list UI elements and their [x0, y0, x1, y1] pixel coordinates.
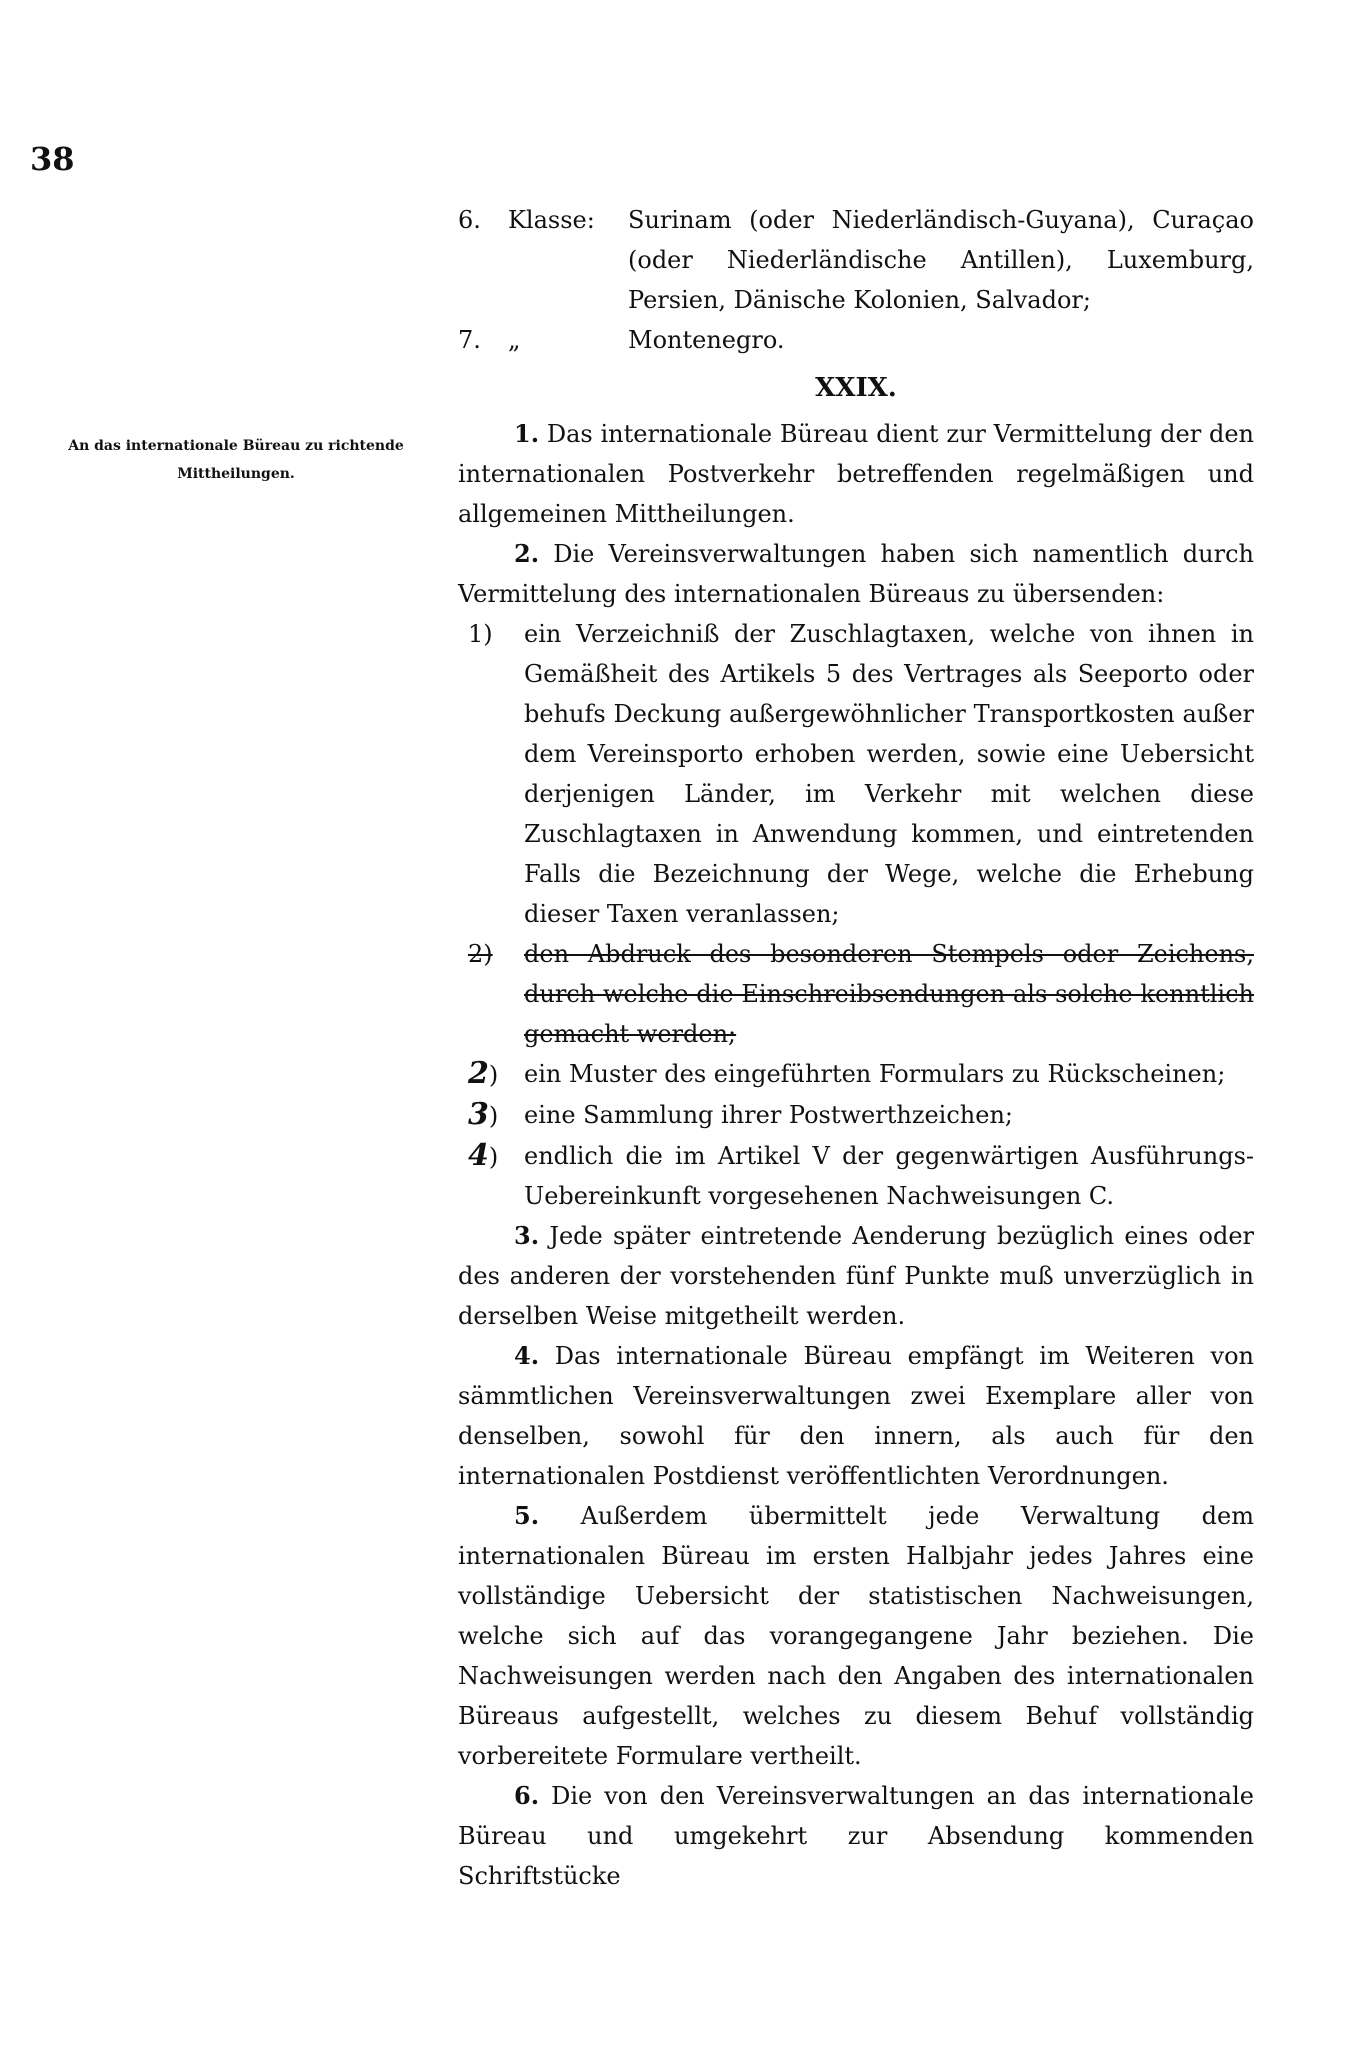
- paragraph-3: [458, 1216, 1254, 1336]
- item-text: ein Verzeichniß der Zuschlagtaxen, welche von ihnen in Gemäßheit des Artikels 5 des Vertrages als Seeporto oder behufs Deckung außergewöhnlicher Transportkosten außer dem Vereinsporto erhoben werden, sowie eine Uebersicht derjenigen Länder, im Verkehr mit welchen diese Zuschlagtaxen in Anwendung kommen, und eintretenden Falls die Bezeichnung der Wege, welche die Erhebung dieser Taxen veranlassen;: [524, 620, 1254, 928]
- page-number: 38: [30, 140, 75, 178]
- paragraph-2: [458, 534, 1254, 614]
- item-text: eine Sammlung ihrer Postwerthzeichen;: [524, 1101, 1013, 1129]
- main-text: [458, 200, 1254, 1896]
- paragraph-text: Die Vereinsverwaltungen haben sich namentlich durch Vermittelung des internationalen Büreaus zu übersenden:: [458, 540, 1254, 608]
- handwritten-correction: 3: [468, 1097, 489, 1132]
- class-countries: Surinam (oder Niederländisch-Guyana), Curaçao (oder Niederländische Antillen), Luxemburg, Persien, Dänische Kolonien, Salvador;: [628, 206, 1254, 314]
- handwritten-correction: 2: [468, 1056, 489, 1091]
- list-item: [468, 614, 1254, 934]
- class-countries: Montenegro.: [628, 326, 785, 354]
- class-label: Klasse:: [508, 206, 595, 234]
- class-number: 6.: [458, 206, 481, 234]
- item-text: endlich die im Artikel V der gegenwärtigen Ausführungs-Uebereinkunft vorgesehenen Nachweisungen C.: [524, 1142, 1254, 1210]
- paragraph-4: [458, 1336, 1254, 1496]
- list-item: [468, 1136, 1254, 1216]
- handwritten-correction: 4: [468, 1138, 489, 1173]
- paragraph-number: 4.: [514, 1341, 540, 1370]
- margin-note: An das internationale Büreau zu richtende Mittheilungen.: [68, 438, 404, 482]
- item-text-struck: den Abdruck des besonderen Stempels oder Zeichens, durch welche die Einschreibsendungen als solche kenntlich gemacht werden;: [524, 940, 1254, 1048]
- list-item-struck: [468, 934, 1254, 1054]
- paragraph-text: Das internationale Büreau dient zur Vermittelung der den internationalen Postverkehr betreffenden regelmäßigen und allgemeinen Mittheilungen.: [458, 420, 1254, 528]
- item-marker: 4): [468, 1138, 499, 1173]
- item-marker: 1): [468, 620, 493, 648]
- paragraph-text: Das internationale Büreau empfängt im Weiteren von sämmtlichen Vereinsverwaltungen zwei Exemplare aller von denselben, sowohl für den innern, als auch für den internationalen Postdienst veröffentlichten Verordnungen.: [458, 1342, 1254, 1490]
- section-heading: XXIX.: [815, 373, 897, 403]
- paragraph-number: 1.: [514, 419, 540, 448]
- paragraph-number: 3.: [514, 1221, 540, 1250]
- list-item: [468, 1054, 1254, 1095]
- paragraph-6: [458, 1776, 1254, 1896]
- item-marker: 2): [468, 940, 493, 968]
- paragraph-text: Die von den Vereinsverwaltungen an das internationale Büreau und umgekehrt zur Absendung kommenden Schriftstücke: [458, 1782, 1254, 1890]
- paragraph-text: Jede später eintretende Aenderung bezüglich eines oder des anderen der vorstehenden fünf Punkte muß unverzüglich in derselben Weise mitgetheilt werden.: [458, 1222, 1254, 1330]
- class-label: „: [508, 326, 521, 354]
- paragraph-number: 6.: [514, 1781, 540, 1810]
- item-marker: 3): [468, 1097, 499, 1132]
- class-number: 7.: [458, 326, 481, 354]
- paragraph-number: 2.: [514, 539, 540, 568]
- class-row: [458, 200, 1254, 320]
- paragraph-text: Außerdem übermittelt jede Verwaltung dem internationalen Büreau im ersten Halbjahr jedes Jahres eine vollständige Uebersicht der statistischen Nachweisungen, welche sich auf das vorangegangene Jahr beziehen. Die Nachweisungen werden nach den Angaben des internationalen Büreaus aufgestellt, welches zu diesem Behuf vollständig vorbereitete Formulare vertheilt.: [458, 1502, 1254, 1770]
- item-text: ein Muster des eingeführten Formulars zu Rückscheinen;: [524, 1060, 1226, 1088]
- class-row: [458, 320, 1254, 360]
- list-item: [468, 1095, 1254, 1136]
- item-marker: 2): [468, 1056, 499, 1091]
- paragraph-1: [458, 414, 1254, 534]
- paragraph-number: 5.: [514, 1501, 540, 1530]
- paragraph-5: [458, 1496, 1254, 1776]
